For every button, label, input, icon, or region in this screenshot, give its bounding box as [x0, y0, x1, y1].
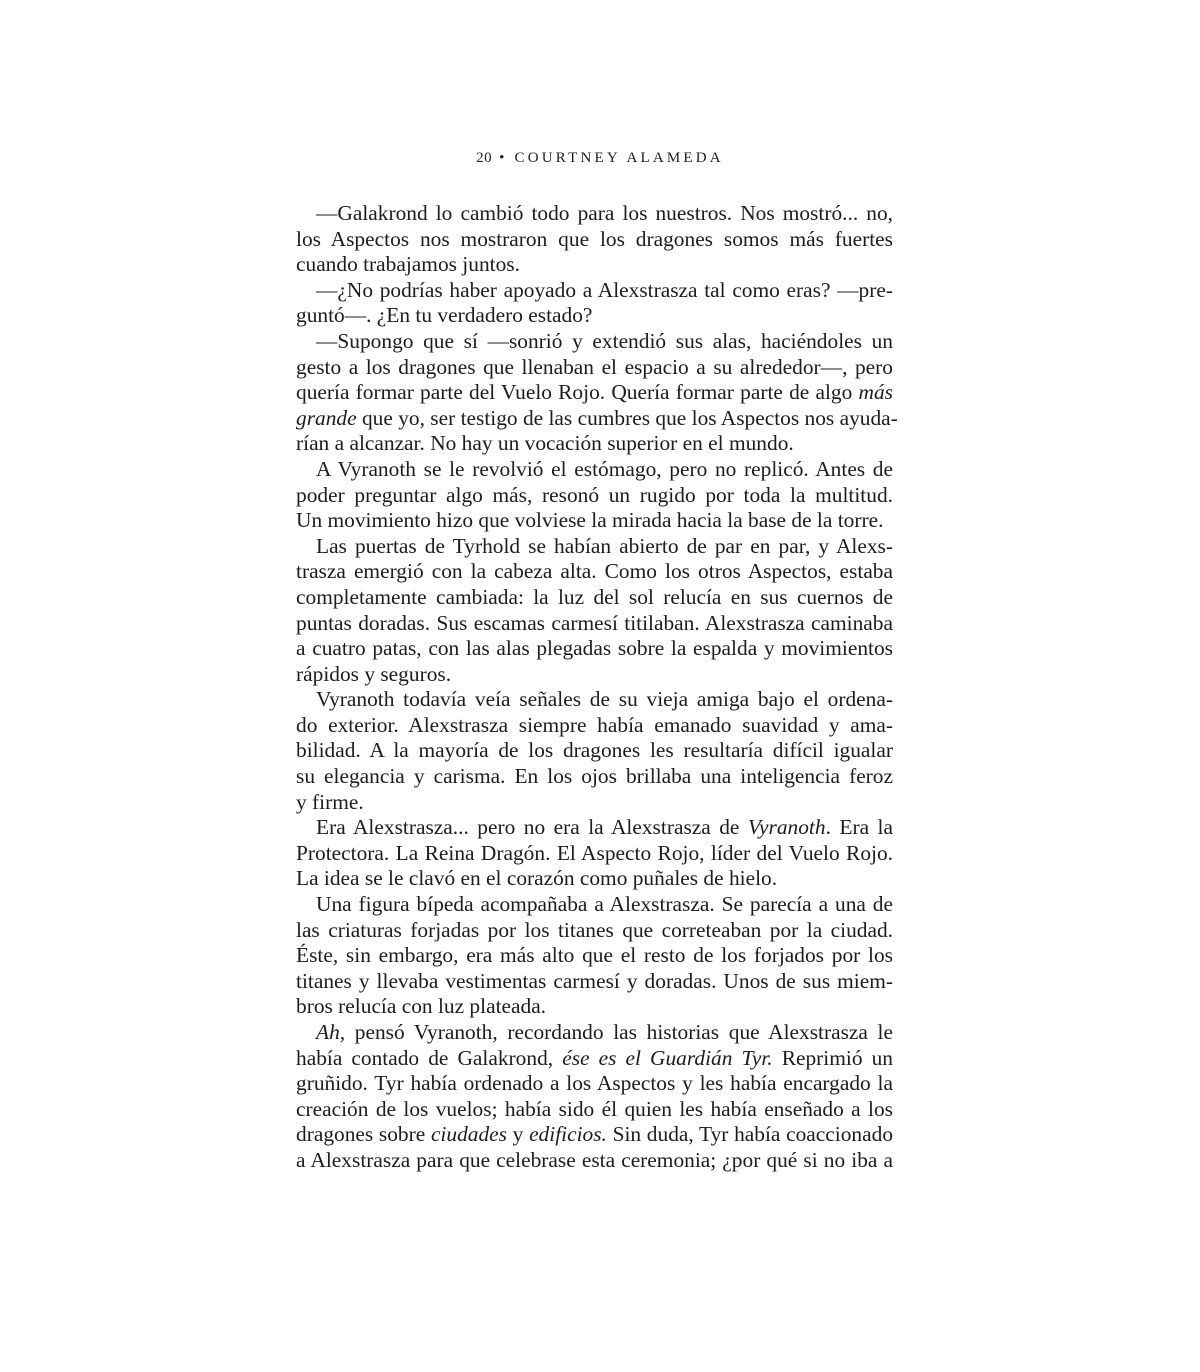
text-line — [296, 866, 893, 892]
header-separator: • — [499, 150, 508, 166]
text-line — [296, 994, 893, 1020]
text-line — [296, 713, 893, 739]
text-segment: —Galakrond lo cambió todo para los nuestros. Nos mostró... no, — [316, 201, 893, 225]
italic-text: más — [858, 380, 893, 405]
text-segment: y — [506, 1122, 530, 1147]
text-line — [296, 559, 893, 585]
italic-text: Vyranoth — [747, 815, 826, 840]
text-segment: Las puertas de Tyrhold se habían abierto de par en par, y Alexs- — [316, 533, 893, 558]
text-segment: guntó—. ¿En tu verdadero estado? — [296, 303, 593, 328]
text-segment: trasza emergió con la cabeza alta. Como los otros Aspectos, estaba — [296, 559, 893, 584]
text-segment: do exterior. Alexstrasza siempre había emanado suavidad y ama- — [296, 712, 893, 737]
text-segment: Un movimiento hizo que volviese la mirada hacia la base de la torre. — [296, 508, 884, 533]
text-line — [296, 201, 893, 227]
text-segment: —¿No podrías haber apoyado a Alexstrasza tal como eras? —pre- — [316, 277, 893, 302]
text-segment: gesto a los dragones que llenaban el espacio a su alrededor—, pero — [296, 354, 893, 379]
text-segment: a cuatro patas, con las alas plegadas sobre la espalda y movimientos — [296, 636, 893, 661]
text-segment: Protectora. La Reina Dragón. El Aspecto Rojo, líder del Vuelo Rojo. — [296, 840, 893, 865]
text-line — [296, 636, 893, 662]
text-line — [296, 943, 893, 969]
text-line — [296, 303, 893, 329]
text-segment: los Aspectos nos mostraron que los dragones somos más fuertes — [296, 226, 893, 251]
italic-text: ciudades — [430, 1122, 507, 1147]
text-line — [296, 405, 898, 432]
text-segment: puntas doradas. Sus escamas carmesí titilaban. Alexstrasza caminaba — [296, 610, 893, 635]
text-line — [296, 1020, 893, 1046]
text-line — [296, 355, 893, 381]
text-segment: gruñido. Tyr había ordenado a los Aspectos y les había encargado la — [296, 1071, 893, 1096]
author-name: COURTNEY ALAMEDA — [514, 150, 724, 166]
text-segment: Era Alexstrasza... pero no era la Alexstrasza de — [316, 815, 748, 840]
text-line — [296, 1122, 893, 1148]
text-line — [296, 815, 893, 841]
text-segment: completamente cambiada: la luz del sol relucía en sus cuernos de — [296, 584, 893, 609]
text-line — [296, 662, 893, 688]
italic-text: grande — [296, 405, 357, 430]
text-segment: bros relucía con luz plateada. — [296, 994, 547, 1019]
text-line — [296, 841, 893, 867]
text-line — [296, 252, 893, 278]
text-line — [296, 892, 893, 918]
page-number: 20 — [476, 150, 493, 166]
text-line — [296, 431, 893, 457]
text-segment: rápidos y seguros. — [296, 661, 452, 686]
text-segment: había contado de Galakrond, — [296, 1045, 563, 1070]
text-line — [296, 790, 893, 816]
text-line — [296, 1071, 893, 1097]
text-segment: creación de los vuelos; había sido él quien les había enseñado a los — [296, 1096, 893, 1121]
italic-text: edificios. — [529, 1122, 607, 1147]
text-segment: cuando trabajamos juntos. — [296, 252, 520, 277]
text-line — [296, 969, 893, 995]
text-line — [296, 329, 893, 355]
text-segment: La idea se le clavó en el corazón como puñales de hielo. — [296, 866, 778, 891]
text-line — [296, 687, 893, 713]
italic-text: Ah, — [316, 1020, 346, 1044]
text-line — [296, 764, 893, 790]
text-segment: bilidad. A la mayoría de los dragones les resultaría difícil igualar — [296, 738, 893, 763]
text-segment: pensó Vyranoth, recordando las historias que Alexstrasza le — [345, 1020, 893, 1044]
body-text — [296, 201, 898, 1174]
text-line — [296, 483, 893, 509]
text-segment: dragones sobre — [296, 1122, 431, 1147]
text-line — [296, 380, 893, 406]
text-segment: Vyranoth todavía veía señales de su vieja amiga bajo el ordena- — [316, 687, 893, 712]
italic-text: ése es el Guardián Tyr. — [562, 1045, 773, 1070]
text-line — [296, 585, 893, 611]
text-line — [296, 1148, 893, 1174]
text-line — [296, 457, 893, 483]
text-line — [296, 918, 893, 944]
text-line — [296, 1097, 893, 1123]
text-segment: . Era la — [825, 815, 893, 840]
text-segment: las criaturas forjadas por los titanes que correteaban por la ciudad. — [296, 917, 893, 942]
text-segment: —Supongo que sí —sonrió y extendió sus alas, haciéndoles un — [316, 328, 893, 353]
text-line — [296, 508, 893, 534]
text-segment: que yo, ser testigo de las cumbres que los Aspectos nos ayuda- — [356, 405, 898, 430]
text-segment: su elegancia y carisma. En los ojos brillaba una inteligencia feroz — [296, 764, 893, 789]
text-line — [296, 278, 893, 304]
text-segment: A Vyranoth se le revolvió el estómago, pero no replicó. Antes de — [316, 456, 893, 481]
text-line — [296, 738, 893, 764]
text-segment: titanes y llevaba vestimentas carmesí y doradas. Unos de sus miem- — [296, 968, 893, 993]
text-line — [296, 1046, 893, 1072]
text-segment: quería formar parte del Vuelo Rojo. Quería formar parte de algo — [296, 380, 859, 405]
text-segment: Éste, sin embargo, era más alto que el resto de los forjados por los — [296, 943, 893, 968]
running-header — [0, 149, 1200, 167]
text-segment: Reprimió un — [772, 1045, 893, 1070]
text-line — [296, 534, 893, 560]
text-line — [296, 227, 893, 253]
text-segment: poder preguntar algo más, resonó un rugido por toda la multitud. — [296, 482, 893, 507]
text-segment: y firme. — [296, 789, 364, 814]
text-segment: a Alexstrasza para que celebrase esta ceremonia; ¿por qué si no iba a — [296, 1147, 893, 1172]
text-line — [296, 611, 893, 637]
text-segment: Una figura bípeda acompañaba a Alexstrasza. Se parecía a una de — [316, 892, 893, 917]
text-segment: rían a alcanzar. No hay un vocación superior en el mundo. — [296, 431, 794, 456]
text-segment: Sin duda, Tyr había coaccionado — [606, 1122, 894, 1147]
